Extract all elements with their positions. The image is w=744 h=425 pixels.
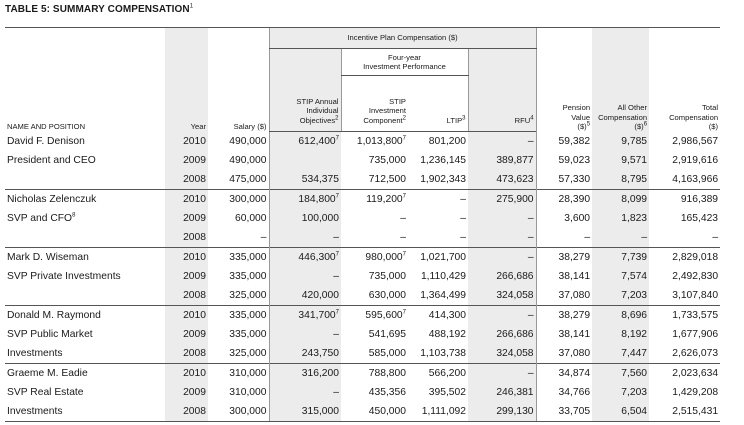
cell-year: 2010 — [165, 190, 208, 210]
cell-year: 2008 — [165, 286, 208, 306]
table-row — [5, 306, 744, 326]
cell-ltip: 566,200 — [408, 364, 468, 384]
cell-other: 7,203 — [592, 383, 649, 402]
cell-rfu: – — [468, 364, 536, 384]
cell-stip-invest: 630,000 — [368, 290, 406, 301]
cell-rfu: 324,058 — [468, 286, 536, 306]
cell-year: 2009 — [165, 267, 208, 286]
cell-name — [5, 286, 165, 306]
cell-stip-annual: 420,000 — [269, 286, 341, 306]
header-year: Year — [165, 28, 208, 132]
cell-stip-annual: – — [269, 228, 341, 248]
header-rfu: RFU$^4$ — [468, 49, 536, 132]
cell-total: 2,829,018 — [649, 248, 720, 268]
footnote-marker: 7 — [402, 193, 406, 200]
table-row — [5, 344, 744, 364]
cell-stip-invest: 541,695 — [368, 329, 406, 340]
footnote-marker: 7 — [402, 135, 406, 142]
cell-stip-annual: 100,000 — [269, 209, 341, 228]
cell-pension: – — [536, 228, 592, 248]
cell-rfu: 299,130 — [468, 402, 536, 422]
cell-salary: 335,000 — [208, 248, 269, 268]
summary-compensation-table — [5, 27, 744, 422]
table-title-text: TABLE 5: SUMMARY COMPENSATION — [5, 4, 190, 15]
cell-name: SVP and CFO$^8$ — [7, 212, 76, 224]
cell-stip-invest: 980,000$^7$ — [341, 248, 408, 268]
cell-other: 8,696 — [592, 306, 649, 326]
cell-salary: 490,000 — [229, 155, 267, 166]
cell-ltip: – — [408, 190, 468, 210]
table-row — [5, 383, 744, 402]
cell-year: 2010 — [165, 132, 208, 152]
footnote-marker: 7 — [402, 251, 406, 258]
table-row — [5, 364, 744, 384]
cell-salary: 335,000 — [229, 329, 267, 340]
header-row-group — [5, 28, 744, 49]
cell-salary: 475,000 — [229, 174, 267, 185]
cell-year: 2008 — [165, 344, 208, 364]
cell-pension: 38,279 — [536, 306, 592, 326]
cell-other: 7,447 — [592, 344, 649, 364]
footnote-marker: 8 — [72, 212, 76, 219]
cell-ltip: 1,236,145 — [420, 155, 466, 166]
cell-total: 2,492,830 — [672, 271, 719, 282]
cell-stip-invest: – — [400, 232, 406, 243]
cell-rfu: 275,900 — [468, 190, 536, 210]
cell-stip-invest: 585,000 — [368, 348, 406, 359]
cell-total: 1,677,906 — [672, 329, 719, 340]
cell-name: Investments — [7, 348, 63, 359]
cell-stip-annual: 184,800$^7$ — [269, 190, 341, 210]
cell-pension: 28,390 — [536, 190, 592, 210]
cell-total: 2,023,634 — [649, 364, 720, 384]
table-row — [5, 267, 744, 286]
cell-year: 2009 — [165, 325, 208, 344]
cell-stip-invest: 735,000 — [368, 155, 406, 166]
cell-ltip: 801,200 — [428, 136, 466, 147]
cell-stip-annual: 315,000 — [269, 402, 341, 422]
header-pension-value: Pension Value ($)$^5$ — [536, 28, 592, 132]
cell-ltip: 1,364,499 — [420, 290, 466, 301]
cell-rfu: 246,381 — [468, 383, 536, 402]
cell-pension: 37,080 — [536, 286, 592, 306]
cell-other: 9,785 — [592, 132, 649, 152]
cell-rfu: – — [468, 306, 536, 326]
cell-pension: 34,874 — [536, 364, 592, 384]
cell-other: 6,504 — [592, 402, 649, 422]
cell-total: 3,107,840 — [672, 290, 719, 301]
cell-salary: 335,000 — [229, 271, 267, 282]
header-name-position: NAME AND POSITION — [5, 28, 165, 132]
cell-name: David F. Denison — [7, 135, 85, 147]
cell-total: 916,389 — [649, 190, 720, 210]
cell-salary: 310,000 — [208, 364, 269, 384]
cell-rfu: 473,623 — [468, 170, 536, 190]
cell-salary: 310,000 — [229, 387, 267, 398]
cell-stip-annual: 612,400$^7$ — [269, 132, 341, 152]
cell-total: 165,423 — [680, 213, 719, 224]
cell-rfu: 389,877 — [468, 151, 536, 170]
cell-stip-annual: 341,700$^7$ — [269, 306, 341, 326]
cell-rfu: – — [468, 248, 536, 268]
cell-rfu: – — [468, 132, 536, 152]
header-stip-annual: STIP Annual Individual Objectives$^2$ — [269, 49, 341, 132]
cell-year: 2008 — [165, 228, 208, 248]
cell-year: 2009 — [165, 151, 208, 170]
cell-year: 2008 — [165, 170, 208, 190]
cell-ltip: – — [460, 213, 466, 224]
footnote-marker: 7 — [335, 309, 339, 316]
header-stip-investment: STIP Investment Component$^2$ — [341, 76, 408, 132]
table-title — [5, 4, 193, 15]
cell-rfu: 266,686 — [468, 267, 536, 286]
cell-total: – — [712, 232, 719, 243]
cell-rfu: 266,686 — [468, 325, 536, 344]
footnote-marker: 7 — [335, 135, 339, 142]
cell-pension: 37,080 — [536, 344, 592, 364]
cell-name: Donald M. Raymond — [5, 306, 165, 326]
cell-stip-invest: 450,000 — [341, 402, 408, 422]
header-four-year-investment-performance: Four-year Investment Performance — [341, 49, 468, 76]
cell-salary: 300,000 — [208, 190, 269, 210]
cell-other: 8,099 — [592, 190, 649, 210]
cell-pension: 38,141 — [536, 325, 592, 344]
cell-other: 8,192 — [592, 325, 649, 344]
cell-name: Graeme M. Eadie — [5, 364, 165, 384]
cell-total: 2,626,073 — [672, 348, 719, 359]
table-body — [5, 132, 744, 422]
table-row — [5, 228, 744, 248]
cell-stip-annual: 446,300$^7$ — [269, 248, 341, 268]
cell-name: SVP Public Market — [7, 329, 93, 340]
cell-stip-annual: 243,750 — [269, 344, 341, 364]
cell-rfu: – — [468, 228, 536, 248]
cell-rfu: – — [468, 209, 536, 228]
cell-year: 2010 — [165, 306, 208, 326]
cell-pension: 38,141 — [536, 267, 592, 286]
cell-name: Investments — [5, 402, 165, 422]
header-all-other-compensation: All Other Compensation ($)$^6$ — [592, 28, 649, 132]
table-row — [5, 132, 744, 152]
cell-other: 7,560 — [592, 364, 649, 384]
table-row — [5, 248, 744, 268]
cell-stip-invest: 788,800 — [341, 364, 408, 384]
cell-pension: 3,600 — [536, 209, 592, 228]
cell-other: 9,571 — [592, 151, 649, 170]
cell-salary: – — [260, 232, 267, 243]
header-salary: Salary ($) — [208, 28, 269, 132]
cell-pension: 59,382 — [536, 132, 592, 152]
header-incentive-plan-compensation: Incentive Plan Compensation ($) — [269, 28, 536, 49]
table-row — [5, 190, 744, 210]
cell-pension: 59,023 — [536, 151, 592, 170]
header-total-compensation: Total Compensation ($) — [649, 28, 720, 132]
cell-stip-annual — [269, 151, 341, 170]
cell-ltip: 488,192 — [428, 329, 466, 340]
cell-stip-invest: 1,013,800$^7$ — [356, 135, 406, 147]
cell-stip-invest: 712,500 — [368, 174, 406, 185]
footnote-marker: 7 — [402, 309, 406, 316]
cell-pension: 33,705 — [536, 402, 592, 422]
cell-total: 1,733,575 — [649, 306, 720, 326]
cell-ltip: 1,111,092 — [408, 402, 468, 422]
cell-name: President and CEO — [7, 155, 96, 166]
cell-total: 2,919,616 — [672, 155, 719, 166]
cell-year: 2010 — [165, 248, 208, 268]
cell-pension: 34,766 — [536, 383, 592, 402]
header-ltip: LTIP$^3$ — [408, 76, 468, 132]
cell-stip-annual: 316,200 — [269, 364, 341, 384]
table-row — [5, 325, 744, 344]
cell-stip-invest: 119,200$^7$ — [341, 190, 408, 210]
cell-stip-invest: – — [400, 213, 406, 224]
cell-ltip: 1,902,343 — [420, 174, 466, 185]
cell-year: 2009 — [165, 383, 208, 402]
cell-name — [5, 170, 165, 190]
cell-name: SVP Private Investments — [7, 271, 121, 282]
cell-other: 8,795 — [592, 170, 649, 190]
cell-stip-annual: – — [269, 325, 341, 344]
cell-total: 4,163,966 — [672, 174, 719, 185]
cell-ltip: 1,103,738 — [420, 348, 466, 359]
cell-ltip: 395,502 — [428, 387, 466, 398]
cell-total: 2,515,431 — [649, 402, 720, 422]
cell-total: 2,986,567 — [672, 135, 719, 147]
cell-year: 2010 — [165, 364, 208, 384]
cell-ltip: 1,021,700 — [408, 248, 468, 268]
cell-year: 2008 — [165, 402, 208, 422]
cell-name — [5, 228, 165, 248]
cell-salary: 325,000 — [229, 348, 267, 359]
table-row — [5, 402, 744, 422]
cell-year: 2009 — [165, 209, 208, 228]
cell-ltip: 1,110,429 — [420, 271, 466, 282]
cell-salary: 60,000 — [235, 213, 267, 224]
table-row — [5, 286, 744, 306]
cell-pension: 57,330 — [536, 170, 592, 190]
table-row — [5, 151, 744, 170]
cell-ltip: 414,300 — [408, 306, 468, 326]
cell-other: 7,203 — [592, 286, 649, 306]
cell-name: SVP Real Estate — [7, 387, 84, 398]
cell-stip-invest: 735,000 — [368, 271, 406, 282]
cell-stip-annual: – — [269, 267, 341, 286]
cell-salary: 325,000 — [229, 290, 267, 301]
cell-other: 7,574 — [592, 267, 649, 286]
cell-salary: 490,000 — [229, 135, 267, 147]
cell-other: 1,823 — [592, 209, 649, 228]
table-row — [5, 209, 744, 228]
cell-pension: 38,279 — [536, 248, 592, 268]
cell-other: 7,739 — [592, 248, 649, 268]
table-title-footnote: 1 — [189, 3, 194, 10]
cell-other: – — [592, 228, 649, 248]
cell-stip-annual: 534,375 — [269, 170, 341, 190]
cell-salary: 300,000 — [208, 402, 269, 422]
cell-rfu: 324,058 — [468, 344, 536, 364]
footnote-marker: 7 — [335, 251, 339, 258]
cell-stip-invest: 595,600$^7$ — [341, 306, 408, 326]
cell-ltip: – — [460, 232, 466, 243]
cell-total: 1,429,208 — [672, 387, 719, 398]
cell-name: Nicholas Zelenczuk — [5, 190, 165, 210]
table-row — [5, 170, 744, 190]
cell-stip-annual: – — [269, 383, 341, 402]
cell-salary: 335,000 — [208, 306, 269, 326]
cell-name: Mark D. Wiseman — [5, 248, 165, 268]
footnote-marker: 7 — [335, 193, 339, 200]
cell-stip-invest: 435,356 — [368, 387, 406, 398]
